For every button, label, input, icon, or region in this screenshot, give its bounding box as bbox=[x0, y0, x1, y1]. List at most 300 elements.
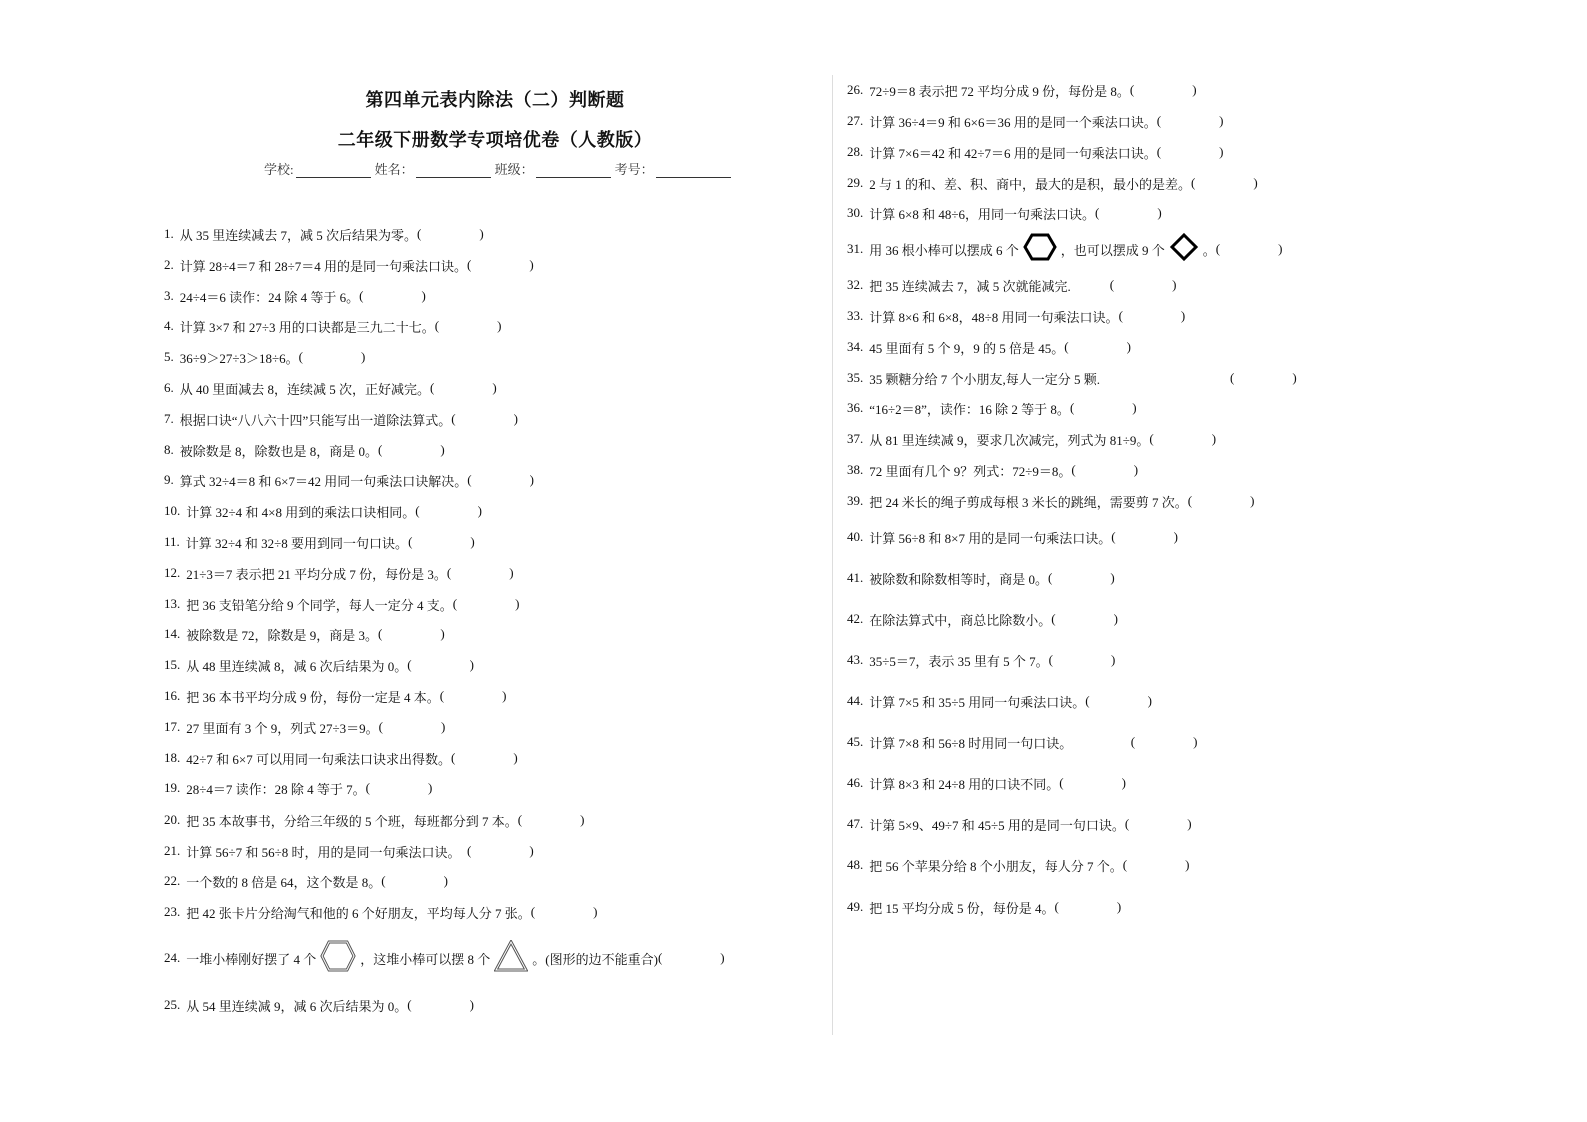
question-number: 22. bbox=[164, 873, 181, 888]
question-text: 21÷3＝7 表示把 21 平均分成 7 份，每份是 3。 bbox=[186, 566, 447, 582]
question-item bbox=[847, 275, 1176, 295]
answer-blank[interactable] bbox=[447, 565, 514, 581]
school-field[interactable] bbox=[296, 165, 371, 178]
question-text: 从 81 里连续减 9，要求几次减完，列式为 81÷9。 bbox=[869, 432, 1150, 448]
question-number: 21. bbox=[164, 843, 181, 858]
answer-close-paren: ) bbox=[1187, 816, 1192, 831]
question-text: 一个数的 8 倍是 64，这个数是 8。 bbox=[186, 874, 382, 890]
answer-blank[interactable] bbox=[1149, 431, 1216, 447]
answer-close-paren: ) bbox=[1219, 144, 1224, 159]
question-item bbox=[164, 501, 482, 521]
answer-open-paren: ( bbox=[407, 997, 412, 1012]
question-item bbox=[164, 995, 474, 1015]
answer-open-paren: ( bbox=[417, 226, 422, 241]
question-text: 计第 5×9、49÷7 和 45÷5 用的是同一句口诀。 bbox=[869, 817, 1125, 833]
question-item bbox=[164, 378, 497, 398]
answer-blank[interactable] bbox=[1064, 339, 1131, 355]
answer-blank[interactable] bbox=[366, 780, 433, 796]
answer-close-paren: ) bbox=[470, 534, 475, 549]
question-number: 31. bbox=[847, 241, 864, 256]
question-text: 被除数和除数相等时，商是 0。 bbox=[869, 571, 1049, 587]
question-item bbox=[847, 650, 1115, 670]
answer-close-paren: ) bbox=[513, 750, 518, 765]
question-number: 20. bbox=[164, 812, 181, 827]
question-text: 从 40 里面减去 8，连续减 5 次，正好减完。 bbox=[179, 381, 431, 397]
exam-number-label: 考号： bbox=[614, 162, 654, 177]
question-number: 15. bbox=[164, 657, 181, 672]
answer-open-paren: ( bbox=[657, 950, 663, 965]
answer-blank[interactable] bbox=[1085, 693, 1152, 709]
question-number: 46. bbox=[847, 775, 864, 790]
school-label: 学校: bbox=[264, 162, 294, 177]
question-number: 17. bbox=[164, 719, 181, 734]
question-number: 33. bbox=[847, 308, 864, 323]
question-text: 根据口诀“八八六十四”只能写出一道除法算式。 bbox=[179, 412, 452, 428]
question-number: 34. bbox=[847, 339, 864, 354]
answer-open-paren: ( bbox=[408, 534, 413, 549]
answer-close-paren: ) bbox=[479, 226, 484, 241]
answer-open-paren: ( bbox=[381, 873, 386, 888]
answer-open-paren: ( bbox=[1054, 899, 1059, 914]
answer-close-paren: ) bbox=[1253, 175, 1258, 190]
answer-blank[interactable] bbox=[1131, 734, 1198, 750]
question-number: 24. bbox=[164, 950, 181, 965]
answer-blank[interactable] bbox=[1110, 277, 1177, 293]
question-text: 72÷9＝8 表示把 72 平均分成 9 份，每份是 8。 bbox=[869, 83, 1130, 99]
question-text: 计算 36÷4＝9 和 6×6＝36 用的是同一个乘法口诀。 bbox=[869, 114, 1157, 130]
answer-close-paren: ) bbox=[593, 904, 598, 919]
answer-close-paren: ) bbox=[421, 288, 426, 303]
question-number: 1. bbox=[164, 226, 174, 241]
question-item bbox=[847, 773, 1126, 793]
question-text: 把 24 米长的绳子剪成每根 3 米长的跳绳，需要剪 7 次。 bbox=[869, 494, 1188, 510]
answer-close-paren: ) bbox=[1147, 693, 1152, 708]
question-item bbox=[847, 897, 1121, 917]
question-item bbox=[164, 948, 725, 968]
question-item bbox=[164, 778, 432, 798]
answer-blank[interactable] bbox=[1130, 82, 1197, 98]
question-item bbox=[847, 609, 1118, 629]
question-item bbox=[164, 594, 519, 614]
question-number: 13. bbox=[164, 596, 181, 611]
answer-open-paren: ( bbox=[1187, 493, 1193, 508]
answer-blank[interactable] bbox=[453, 596, 520, 612]
question-item bbox=[847, 527, 1178, 547]
answer-open-paren: ( bbox=[378, 442, 383, 457]
answer-open-paren: ( bbox=[1109, 277, 1115, 292]
question-text: 计算 56÷7 和 56÷8 时，用的是同一句乘法口诀。 bbox=[186, 844, 468, 860]
question-text: 在除法算式中，商总比除数小。 bbox=[869, 612, 1052, 628]
answer-blank[interactable] bbox=[1188, 493, 1255, 509]
answer-blank[interactable] bbox=[378, 626, 445, 642]
name-field[interactable] bbox=[416, 165, 491, 178]
answer-close-paren: ) bbox=[1126, 339, 1131, 354]
question-item bbox=[847, 203, 1162, 223]
answer-blank[interactable] bbox=[415, 503, 482, 519]
question-number: 10. bbox=[164, 503, 181, 518]
question-number: 7. bbox=[164, 411, 174, 426]
answer-close-paren: ) bbox=[1278, 241, 1283, 256]
question-item bbox=[847, 855, 1189, 875]
answer-blank[interactable] bbox=[467, 472, 534, 488]
answer-close-paren: ) bbox=[440, 719, 446, 734]
answer-open-paren: ( bbox=[517, 812, 523, 827]
answer-open-paren: ( bbox=[1118, 308, 1123, 323]
question-item bbox=[847, 460, 1138, 480]
answer-close-paren: ) bbox=[492, 380, 497, 395]
answer-close-paren: ) bbox=[1113, 611, 1118, 626]
question-text: 一堆小棒刚好摆了 4 个 bbox=[186, 951, 317, 967]
question-item bbox=[164, 409, 518, 429]
answer-close-paren: ) bbox=[1192, 82, 1197, 97]
answer-open-paren: ( bbox=[407, 657, 412, 672]
question-number: 39. bbox=[847, 493, 864, 508]
answer-blank[interactable] bbox=[440, 688, 507, 704]
answer-blank[interactable] bbox=[430, 380, 497, 396]
question-item bbox=[847, 80, 1197, 100]
question-number: 49. bbox=[847, 899, 864, 914]
question-number: 30. bbox=[847, 205, 864, 220]
answer-close-paren: ) bbox=[427, 780, 433, 795]
hexagon-icon bbox=[1023, 233, 1057, 265]
answer-blank[interactable] bbox=[1111, 529, 1178, 545]
question-item bbox=[164, 686, 506, 706]
student-info-fields bbox=[264, 159, 735, 178]
answer-blank[interactable] bbox=[379, 719, 446, 735]
class-label: 班级： bbox=[494, 162, 534, 177]
question-item bbox=[164, 748, 518, 768]
answer-blank[interactable] bbox=[359, 288, 426, 304]
question-item bbox=[164, 255, 534, 275]
answer-close-paren: ) bbox=[477, 503, 482, 518]
answer-blank[interactable] bbox=[381, 873, 448, 889]
question-item bbox=[847, 491, 1254, 511]
answer-close-paren: ) bbox=[515, 596, 520, 611]
question-number: 36. bbox=[847, 400, 864, 415]
question-item bbox=[847, 568, 1115, 588]
question-text: 。(图形的边不能重合) bbox=[532, 951, 658, 967]
answer-open-paren: ( bbox=[451, 411, 456, 426]
answer-open-paren: ( bbox=[434, 318, 440, 333]
answer-open-paren: ( bbox=[1051, 611, 1056, 626]
question-item bbox=[164, 810, 584, 830]
answer-blank[interactable] bbox=[1125, 816, 1192, 832]
question-text: 计算 7×8 和 56÷8 时用同一句口诀。 bbox=[869, 735, 1131, 751]
column-divider bbox=[832, 75, 833, 1035]
answer-open-paren: ( bbox=[1122, 857, 1128, 872]
answer-blank[interactable] bbox=[1191, 175, 1258, 191]
question-number: 6. bbox=[164, 380, 174, 395]
answer-blank[interactable] bbox=[1119, 308, 1186, 324]
question-number: 38. bbox=[847, 462, 864, 477]
question-text: 计算 6×8 和 48÷6，用同一句乘法口诀。 bbox=[869, 206, 1095, 222]
answer-open-paren: ( bbox=[1130, 734, 1136, 749]
question-text: 72 里面有几个 9？列式：72÷9＝8。 bbox=[869, 463, 1072, 479]
answer-open-paren: ( bbox=[1094, 205, 1100, 220]
question-number: 32. bbox=[847, 277, 864, 292]
question-item bbox=[847, 111, 1223, 131]
answer-close-paren: ) bbox=[1185, 857, 1190, 872]
question-number: 4. bbox=[164, 318, 174, 333]
question-text: 从 54 里连续减 9，减 6 次后结果为 0。 bbox=[186, 998, 408, 1014]
question-number: 48. bbox=[847, 857, 864, 872]
question-item bbox=[847, 337, 1131, 357]
answer-blank[interactable] bbox=[451, 411, 518, 427]
answer-blank[interactable] bbox=[407, 657, 474, 673]
answer-close-paren: ) bbox=[502, 688, 507, 703]
question-item bbox=[847, 142, 1223, 162]
answer-open-paren: ( bbox=[1085, 693, 1090, 708]
answer-close-paren: ) bbox=[469, 657, 474, 672]
question-text: 计算 7×5 和 35÷5 用同一句乘法口诀。 bbox=[869, 694, 1086, 710]
question-text: ，也可以摆成 9 个 bbox=[1060, 242, 1165, 258]
answer-blank[interactable] bbox=[1059, 775, 1126, 791]
answer-open-paren: ( bbox=[1230, 370, 1235, 385]
question-item bbox=[164, 347, 365, 367]
answer-open-paren: ( bbox=[1071, 462, 1076, 477]
answer-close-paren: ) bbox=[1116, 899, 1122, 914]
answer-blank[interactable] bbox=[1055, 899, 1122, 915]
question-number: 47. bbox=[847, 816, 864, 831]
answer-open-paren: ( bbox=[467, 257, 472, 272]
answer-open-paren: ( bbox=[1149, 431, 1154, 446]
answer-open-paren: ( bbox=[1215, 241, 1221, 256]
answer-blank[interactable] bbox=[467, 257, 534, 273]
exam-number-field[interactable] bbox=[656, 165, 731, 178]
question-item bbox=[164, 440, 445, 460]
question-text: 用 36 根小棒可以摆成 6 个 bbox=[869, 242, 1019, 258]
answer-close-paren: ) bbox=[440, 442, 445, 457]
answer-blank[interactable] bbox=[407, 997, 474, 1013]
question-item bbox=[847, 368, 1297, 388]
question-text: 被除数是 8，除数也是 8，商是 0。 bbox=[179, 443, 379, 459]
answer-close-paren: ) bbox=[1173, 529, 1178, 544]
question-item bbox=[847, 429, 1216, 449]
question-item bbox=[847, 239, 1282, 259]
answer-blank[interactable] bbox=[531, 904, 598, 920]
question-item bbox=[164, 224, 484, 244]
answer-blank[interactable] bbox=[1230, 370, 1297, 386]
worksheet-title: 第四单元表内除法（二）判断题 bbox=[365, 90, 625, 111]
answer-blank[interactable] bbox=[658, 950, 725, 966]
answer-blank[interactable] bbox=[518, 812, 585, 828]
answer-open-paren: ( bbox=[430, 380, 435, 395]
answer-blank[interactable] bbox=[1070, 400, 1137, 416]
answer-open-paren: ( bbox=[450, 750, 456, 765]
answer-blank[interactable] bbox=[378, 442, 445, 458]
answer-close-paren: ) bbox=[440, 626, 445, 641]
question-text: 计算 32÷4 和 32÷8 要用到同一句口诀。 bbox=[185, 535, 409, 551]
answer-blank[interactable] bbox=[1157, 144, 1224, 160]
answer-close-paren: ) bbox=[1133, 462, 1139, 477]
hexagon-sticks-icon bbox=[320, 940, 356, 976]
answer-open-paren: ( bbox=[1156, 113, 1162, 128]
answer-close-paren: ) bbox=[529, 843, 534, 858]
answer-close-paren: ) bbox=[443, 873, 448, 888]
answer-close-paren: ) bbox=[469, 997, 474, 1012]
question-number: 5. bbox=[164, 349, 174, 364]
answer-open-paren: ( bbox=[1048, 570, 1053, 585]
question-text: “16÷2＝8”，读作：16 除 2 等于 8。 bbox=[869, 401, 1070, 417]
question-number: 3. bbox=[164, 288, 174, 303]
question-item bbox=[164, 624, 445, 644]
answer-close-paren: ) bbox=[720, 950, 725, 965]
question-number: 16. bbox=[164, 688, 181, 703]
answer-close-paren: ) bbox=[1292, 370, 1297, 385]
answer-open-paren: ( bbox=[359, 288, 364, 303]
question-item bbox=[164, 841, 534, 861]
question-text: 从 48 里连续减 8，减 6 次后结果为 0。 bbox=[186, 658, 408, 674]
question-number: 29. bbox=[847, 175, 864, 190]
answer-blank[interactable] bbox=[467, 843, 534, 859]
question-item bbox=[847, 398, 1137, 418]
question-text: 35 颗糖分给 7 个小朋友,每人一定分 5 颗. bbox=[869, 371, 1231, 387]
question-text: 把 42 张卡片分给淘气和他的 6 个好朋友，平均每人分 7 张。 bbox=[186, 905, 531, 921]
question-item bbox=[164, 470, 534, 490]
answer-blank[interactable] bbox=[417, 226, 484, 242]
answer-close-paren: ) bbox=[529, 472, 534, 487]
answer-open-paren: ( bbox=[467, 472, 472, 487]
answer-open-paren: ( bbox=[378, 719, 383, 734]
answer-close-paren: ) bbox=[580, 812, 585, 827]
question-item bbox=[847, 173, 1258, 193]
answer-blank[interactable] bbox=[1071, 462, 1138, 478]
answer-open-paren: ( bbox=[1124, 816, 1130, 831]
question-text: 42÷7 和 6×7 可以用同一句乘法口诀求出得数。 bbox=[186, 751, 451, 767]
question-text: ，这堆小棒可以摆 8 个 bbox=[360, 951, 491, 967]
question-text: 35÷5＝7，表示 35 里有 5 个 7。 bbox=[869, 653, 1049, 669]
question-number: 11. bbox=[164, 534, 180, 549]
answer-open-paren: ( bbox=[446, 565, 452, 580]
question-number: 18. bbox=[164, 750, 181, 765]
question-item bbox=[164, 871, 448, 891]
question-number: 37. bbox=[847, 431, 864, 446]
answer-close-paren: ) bbox=[361, 349, 366, 364]
question-number: 26. bbox=[847, 82, 864, 97]
answer-open-paren: ( bbox=[298, 349, 303, 364]
question-text: 从 35 里连续减去 7，减 5 次后结果为零。 bbox=[179, 227, 418, 243]
answer-close-paren: ) bbox=[1250, 493, 1255, 508]
answer-blank[interactable] bbox=[299, 349, 366, 365]
question-number: 40. bbox=[847, 529, 864, 544]
question-item bbox=[847, 814, 1192, 834]
answer-open-paren: ( bbox=[1048, 652, 1053, 667]
answer-open-paren: ( bbox=[1064, 339, 1069, 354]
answer-close-paren: ) bbox=[1110, 570, 1115, 585]
name-label: 姓名： bbox=[374, 162, 414, 177]
question-item bbox=[164, 902, 597, 922]
question-text: 把 35 连续减去 7，减 5 次就能减完. bbox=[869, 278, 1110, 294]
question-number: 27. bbox=[847, 113, 864, 128]
answer-close-paren: ) bbox=[1157, 205, 1162, 220]
question-number: 41. bbox=[847, 570, 864, 585]
question-item bbox=[164, 655, 474, 675]
diamond-icon bbox=[1169, 232, 1199, 266]
answer-blank[interactable] bbox=[1157, 113, 1224, 129]
question-text: 把 15 平均分成 5 份，每份是 4。 bbox=[869, 900, 1055, 916]
question-item bbox=[164, 717, 445, 737]
question-text: 2 与 1 的和、差、积、商中，最大的是积，最小的是差。 bbox=[869, 176, 1192, 192]
question-number: 25. bbox=[164, 997, 181, 1012]
question-item bbox=[847, 732, 1197, 752]
question-text: 计算 28÷4＝7 和 28÷7＝4 用的是同一句乘法口诀。 bbox=[179, 258, 468, 274]
question-text: 计算 8×3 和 24÷8 用的口诀不同。 bbox=[869, 776, 1060, 792]
answer-blank[interactable] bbox=[1048, 570, 1115, 586]
question-text: 27 里面有 3 个 9，列式 27÷3＝9。 bbox=[186, 720, 379, 736]
question-number: 9. bbox=[164, 472, 174, 487]
worksheet-subtitle: 二年级下册数学专项培优卷（人教版） bbox=[337, 130, 653, 151]
question-text: 把 56 个苹果分给 8 个小朋友，每人分 7 个。 bbox=[869, 858, 1123, 874]
question-text: 24÷4＝6 读作：24 除 4 等于 6。 bbox=[179, 289, 360, 305]
question-number: 8. bbox=[164, 442, 174, 457]
answer-open-paren: ( bbox=[530, 904, 536, 919]
question-text: 计算 32÷4 和 4×8 用到的乘法口诀相同。 bbox=[186, 504, 416, 520]
question-number: 2. bbox=[164, 257, 174, 272]
answer-open-paren: ( bbox=[452, 596, 458, 611]
question-text: 算式 32÷4＝8 和 6×7＝42 用同一句乘法口诀解决。 bbox=[179, 473, 468, 489]
question-text: 把 36 支铅笔分给 9 个同学，每人一定分 4 支。 bbox=[186, 597, 453, 613]
question-text: 计算 8×6 和 6×8，48÷8 用同一句乘法口诀。 bbox=[869, 309, 1119, 325]
answer-close-paren: ) bbox=[1110, 652, 1116, 667]
answer-open-paren: ( bbox=[439, 688, 445, 703]
answer-blank[interactable] bbox=[1095, 205, 1162, 221]
question-number: 12. bbox=[164, 565, 181, 580]
answer-close-paren: ) bbox=[1172, 277, 1177, 292]
question-item bbox=[164, 532, 475, 552]
question-number: 45. bbox=[847, 734, 864, 749]
answer-blank[interactable] bbox=[451, 750, 518, 766]
answer-close-paren: ) bbox=[497, 318, 502, 333]
answer-blank[interactable] bbox=[1049, 652, 1116, 668]
question-number: 23. bbox=[164, 904, 181, 919]
answer-close-paren: ) bbox=[509, 565, 514, 580]
answer-blank[interactable] bbox=[1123, 857, 1190, 873]
answer-close-paren: ) bbox=[1219, 113, 1224, 128]
question-text: 45 里面有 5 个 9，9 的 5 倍是 45。 bbox=[869, 340, 1065, 356]
question-text: 计算 7×6＝42 和 42÷7＝6 用的是同一句乘法口诀。 bbox=[869, 145, 1157, 161]
answer-close-paren: ) bbox=[1121, 775, 1126, 790]
answer-open-paren: ( bbox=[1129, 82, 1135, 97]
question-item bbox=[164, 286, 426, 306]
question-number: 14. bbox=[164, 626, 181, 641]
question-text: 28÷4＝7 读作：28 除 4 等于 7。 bbox=[186, 781, 366, 797]
answer-open-paren: ( bbox=[365, 780, 370, 795]
question-text: 把 36 本书平均分成 9 份，每份一定是 4 本。 bbox=[186, 689, 440, 705]
answer-blank[interactable] bbox=[1051, 611, 1118, 627]
question-item bbox=[164, 563, 514, 583]
question-text: 计算 56÷8 和 8×7 用的是同一句乘法口诀。 bbox=[869, 530, 1112, 546]
question-number: 35. bbox=[847, 370, 864, 385]
answer-open-paren: ( bbox=[378, 626, 383, 641]
answer-blank[interactable] bbox=[408, 534, 475, 550]
class-field[interactable] bbox=[536, 165, 611, 178]
question-text: 。 bbox=[1202, 242, 1216, 258]
answer-open-paren: ( bbox=[1111, 529, 1116, 544]
question-text: 计算 3×7 和 27÷3 用的口诀都是三九二十七。 bbox=[179, 319, 435, 335]
answer-open-paren: ( bbox=[1069, 400, 1075, 415]
question-text: 36÷9＞27÷3＞18÷6。 bbox=[179, 350, 299, 366]
answer-blank[interactable] bbox=[435, 318, 502, 334]
answer-close-paren: ) bbox=[513, 411, 518, 426]
answer-close-paren: ) bbox=[1211, 431, 1217, 446]
question-text: 被除数是 72，除数是 9，商是 3。 bbox=[186, 627, 379, 643]
question-item bbox=[164, 316, 501, 336]
triangle-sticks-icon bbox=[494, 940, 528, 976]
question-number: 19. bbox=[164, 780, 181, 795]
answer-blank[interactable] bbox=[1216, 241, 1283, 257]
answer-close-paren: ) bbox=[529, 257, 534, 272]
answer-open-paren: ( bbox=[1156, 144, 1162, 159]
